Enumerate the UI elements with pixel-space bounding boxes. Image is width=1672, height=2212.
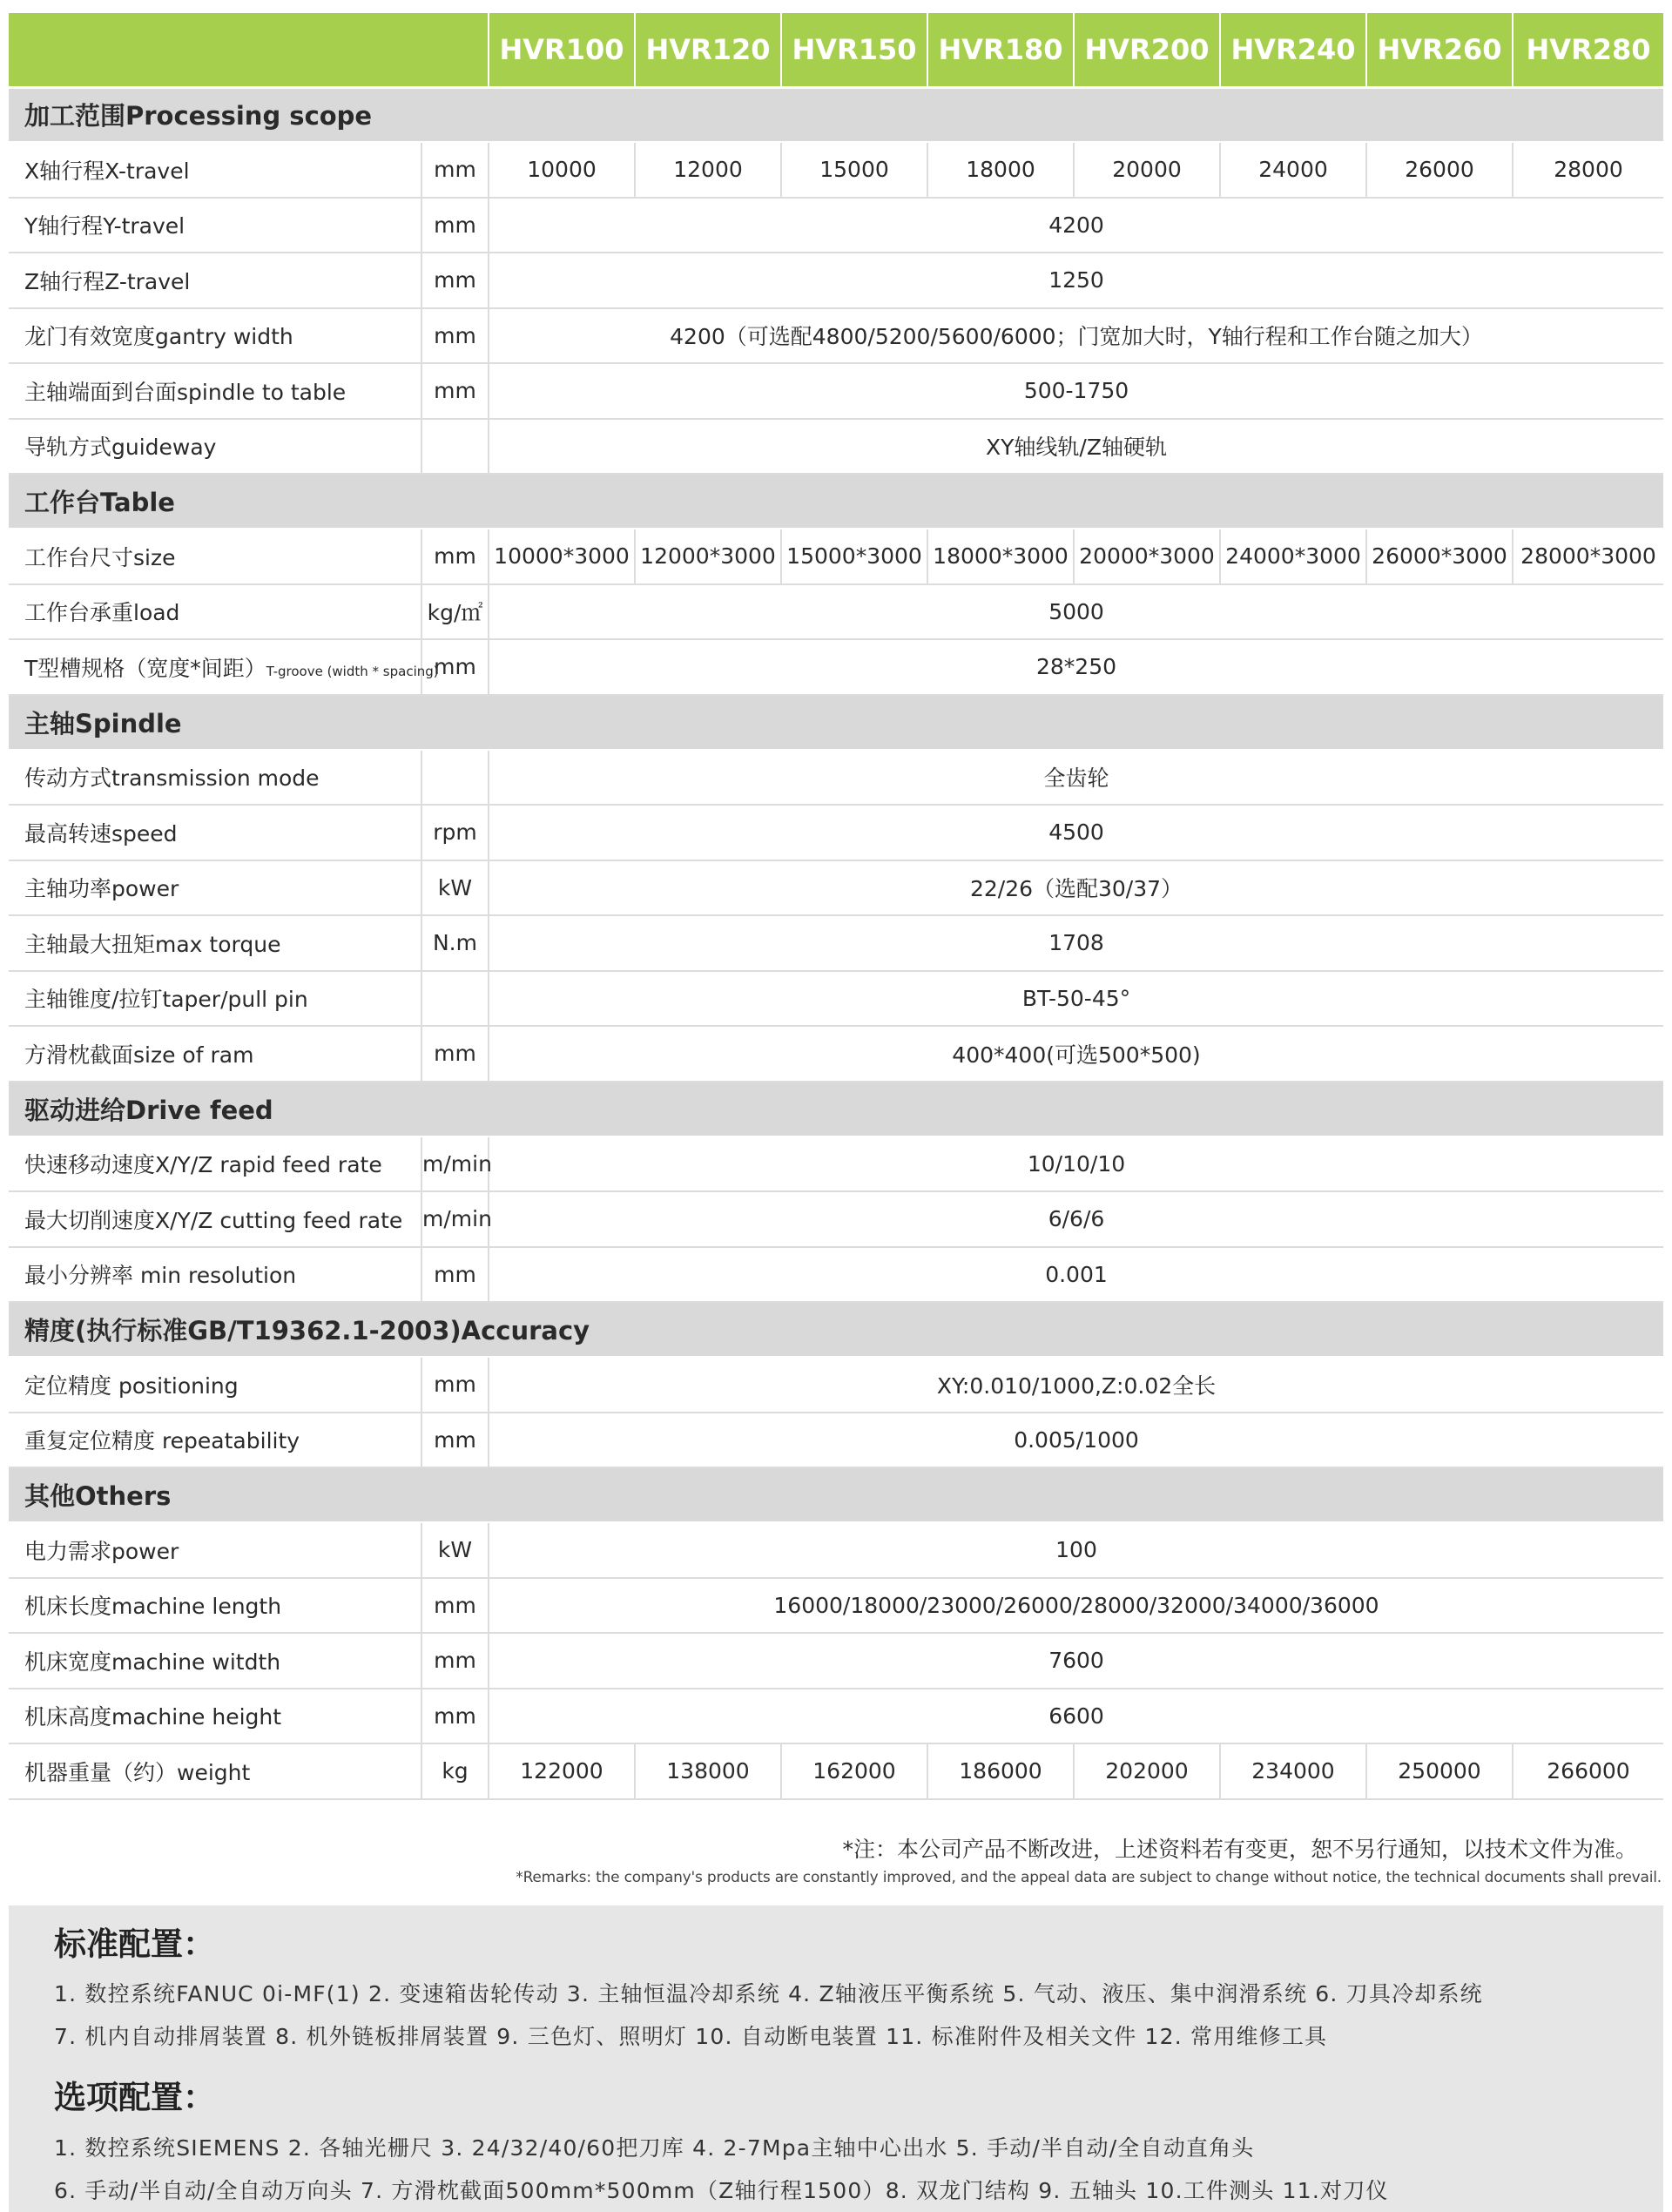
row-unit bbox=[421, 750, 489, 806]
row-label: 最大切削速度X/Y/Z cutting feed rate bbox=[9, 1191, 421, 1247]
row-value: 12000*3000 bbox=[635, 529, 781, 584]
model-header: HVR260 bbox=[1366, 13, 1513, 87]
row-machine-length bbox=[9, 1578, 1663, 1634]
section-others bbox=[9, 1467, 1663, 1522]
section-title: 驱动进给Drive feed bbox=[9, 1082, 1663, 1136]
row-spindle-to-table bbox=[9, 363, 1663, 419]
section-table bbox=[9, 474, 1663, 529]
row-value: 15000 bbox=[781, 142, 927, 198]
row-value: 24000*3000 bbox=[1220, 529, 1366, 584]
row-unit: mm bbox=[421, 1689, 489, 1744]
row-unit: mm bbox=[421, 1357, 489, 1413]
row-label: 导轨方式guideway bbox=[9, 419, 421, 475]
row-label: 传动方式transmission mode bbox=[9, 750, 421, 806]
row-value: 500-1750 bbox=[489, 363, 1663, 419]
model-header: HVR280 bbox=[1513, 13, 1663, 87]
row-torque bbox=[9, 915, 1663, 971]
row-value: 234000 bbox=[1220, 1743, 1366, 1799]
row-label: 机床长度machine length bbox=[9, 1578, 421, 1634]
optional-config-title: 选项配置： bbox=[54, 2079, 215, 2116]
row-unit: mm bbox=[421, 1633, 489, 1689]
row-tslot bbox=[9, 639, 1663, 695]
row-value: 100 bbox=[489, 1522, 1663, 1578]
row-value: 1250 bbox=[489, 253, 1663, 308]
row-ram bbox=[9, 1026, 1663, 1082]
row-unit: m/min bbox=[421, 1191, 489, 1247]
row-value: 5000 bbox=[489, 584, 1663, 640]
row-value: XY轴线轨/Z轴硬轨 bbox=[489, 419, 1663, 475]
row-label: X轴行程X-travel bbox=[9, 142, 421, 198]
section-title: 其他Others bbox=[9, 1467, 1663, 1522]
row-value: 10000 bbox=[489, 142, 635, 198]
row-unit: kW bbox=[421, 1522, 489, 1578]
row-label: 主轴锥度/拉钉taper/pull pin bbox=[9, 971, 421, 1027]
section-title: 工作台Table bbox=[9, 474, 1663, 529]
row-unit: mm bbox=[421, 639, 489, 695]
row-electric-power bbox=[9, 1522, 1663, 1578]
row-value: 28000 bbox=[1513, 142, 1663, 198]
section-title: 加工范围Processing scope bbox=[9, 87, 1663, 142]
row-unit: mm bbox=[421, 529, 489, 584]
row-unit: m/min bbox=[421, 1136, 489, 1192]
row-gantry-width bbox=[9, 308, 1663, 364]
row-label bbox=[9, 639, 439, 695]
row-value: 22/26（选配30/37） bbox=[489, 860, 1663, 916]
configuration-panel bbox=[9, 1905, 1663, 2212]
row-unit: mm bbox=[421, 198, 489, 253]
row-value: 28*250 bbox=[489, 639, 1663, 695]
row-value: 400*400(可选500*500) bbox=[489, 1026, 1663, 1082]
row-unit bbox=[421, 419, 489, 475]
row-unit: rpm bbox=[421, 805, 489, 860]
remark-english: *Remarks: the company's products are constantly improved, and the appeal data are subject to change without notice, the technical documents shall prevail. bbox=[516, 1869, 1662, 1886]
row-speed bbox=[9, 805, 1663, 860]
row-machine-height bbox=[9, 1689, 1663, 1744]
row-value: 20000 bbox=[1074, 142, 1220, 198]
row-label: 最小分辨率 min resolution bbox=[9, 1247, 421, 1303]
row-value: 18000 bbox=[927, 142, 1074, 198]
row-positioning bbox=[9, 1357, 1663, 1413]
model-header: HVR240 bbox=[1220, 13, 1366, 87]
row-value: 202000 bbox=[1074, 1743, 1220, 1799]
row-label: 机床宽度machine witdth bbox=[9, 1633, 421, 1689]
row-label: 主轴最大扭矩max torque bbox=[9, 915, 421, 971]
row-label: 电力需求power bbox=[9, 1522, 421, 1578]
model-header: HVR200 bbox=[1074, 13, 1220, 87]
row-label: 机床高度machine height bbox=[9, 1689, 421, 1744]
row-value: BT-50-45° bbox=[489, 971, 1663, 1027]
section-title: 主轴Spindle bbox=[9, 695, 1663, 750]
row-value: 4200（可选配4800/5200/5600/6000；门宽加大时，Y轴行程和工作台随之加大） bbox=[489, 308, 1663, 364]
standard-config-line: 7. 机内自动排屑装置 8. 机外链板排屑装置 9. 三色灯、照明灯 10. 自动断电装置 11. 标准附件及相关文件 12. 常用维修工具 bbox=[54, 2024, 1328, 2049]
row-value: 全齿轮 bbox=[489, 750, 1663, 806]
row-value: 20000*3000 bbox=[1074, 529, 1220, 584]
row-cutting-feed bbox=[9, 1191, 1663, 1247]
section-drive bbox=[9, 1082, 1663, 1136]
row-value: 16000/18000/23000/26000/28000/32000/34000/36000 bbox=[489, 1578, 1663, 1634]
row-label: 重复定位精度 repeatability bbox=[9, 1413, 421, 1468]
row-value: 162000 bbox=[781, 1743, 927, 1799]
row-value: 6/6/6 bbox=[489, 1191, 1663, 1247]
row-table-load bbox=[9, 584, 1663, 640]
row-z-travel bbox=[9, 253, 1663, 308]
section-processing bbox=[9, 87, 1663, 142]
row-unit: kg/㎡ bbox=[421, 584, 489, 640]
row-value: 18000*3000 bbox=[927, 529, 1074, 584]
row-label: 工作台承重load bbox=[9, 584, 421, 640]
row-label: 工作台尺寸size bbox=[9, 529, 421, 584]
row-unit: mm bbox=[421, 363, 489, 419]
row-rapid-feed bbox=[9, 1136, 1663, 1192]
row-value: 4200 bbox=[489, 198, 1663, 253]
row-label-sub: T-groove (width * spacing) bbox=[266, 663, 439, 679]
row-value: 0.001 bbox=[489, 1247, 1663, 1303]
row-unit: mm bbox=[421, 1578, 489, 1634]
row-value: 1708 bbox=[489, 915, 1663, 971]
row-power bbox=[9, 860, 1663, 916]
row-value: 10/10/10 bbox=[489, 1136, 1663, 1192]
section-spindle bbox=[9, 695, 1663, 750]
row-repeatability bbox=[9, 1413, 1663, 1468]
spec-table bbox=[9, 13, 1663, 1800]
row-value: 26000 bbox=[1366, 142, 1513, 198]
row-unit bbox=[421, 971, 489, 1027]
row-value: 250000 bbox=[1366, 1743, 1513, 1799]
row-unit: mm bbox=[421, 142, 489, 198]
row-label: 最高转速speed bbox=[9, 805, 421, 860]
row-label: Z轴行程Z-travel bbox=[9, 253, 421, 308]
row-value: XY:0.010/1000,Z:0.02全长 bbox=[489, 1357, 1663, 1413]
row-taper bbox=[9, 971, 1663, 1027]
standard-config-line: 1. 数控系统FANUC 0i-MF(1) 2. 变速箱齿轮传动 3. 主轴恒温冷却系统 4. Z轴液压平衡系统 5. 气动、液压、集中润滑系统 6. 刀具冷却系统 bbox=[54, 1981, 1483, 2006]
row-unit: mm bbox=[421, 1026, 489, 1082]
row-value: 122000 bbox=[489, 1743, 635, 1799]
row-label: 机器重量（约）weight bbox=[9, 1743, 421, 1799]
model-header: HVR120 bbox=[635, 13, 781, 87]
row-guideway bbox=[9, 419, 1663, 475]
row-label: 快速移动速度X/Y/Z rapid feed rate bbox=[9, 1136, 421, 1192]
row-unit: mm bbox=[421, 253, 489, 308]
section-accuracy bbox=[9, 1302, 1663, 1357]
row-unit: kW bbox=[421, 860, 489, 916]
row-value: 24000 bbox=[1220, 142, 1366, 198]
row-value: 266000 bbox=[1513, 1743, 1663, 1799]
row-label-main: T型槽规格（宽度*间距） bbox=[24, 655, 266, 681]
row-value: 4500 bbox=[489, 805, 1663, 860]
row-value: 0.005/1000 bbox=[489, 1413, 1663, 1468]
row-transmission bbox=[9, 750, 1663, 806]
header-row bbox=[9, 13, 1663, 87]
optional-config-line: 6. 手动/半自动/全自动万向头 7. 方滑枕截面500mm*500mm（Z轴行程1500）8. 双龙门结构 9. 五轴头 10.工件测头 11.对刀仪 bbox=[54, 2178, 1389, 2203]
row-value: 7600 bbox=[489, 1633, 1663, 1689]
row-value: 12000 bbox=[635, 142, 781, 198]
row-weight bbox=[9, 1743, 1663, 1799]
header-blank bbox=[9, 13, 421, 87]
row-label: 主轴端面到台面spindle to table bbox=[9, 363, 421, 419]
row-machine-width bbox=[9, 1633, 1663, 1689]
header-blank-unit bbox=[421, 13, 489, 87]
section-title: 精度(执行标准GB/T19362.1-2003)Accuracy bbox=[9, 1302, 1663, 1357]
standard-config-title: 标准配置： bbox=[54, 1925, 215, 1963]
row-x-travel bbox=[9, 142, 1663, 198]
row-unit: N.m bbox=[421, 915, 489, 971]
row-label: 主轴功率power bbox=[9, 860, 421, 916]
row-value: 28000*3000 bbox=[1513, 529, 1663, 584]
model-header: HVR180 bbox=[927, 13, 1074, 87]
row-label: 定位精度 positioning bbox=[9, 1357, 421, 1413]
row-label: 方滑枕截面size of ram bbox=[9, 1026, 421, 1082]
row-value: 6600 bbox=[489, 1689, 1663, 1744]
remark-chinese: *注：本公司产品不断改进，上述资料若有变更，恕不另行通知，以技术文件为准。 bbox=[842, 1837, 1637, 1862]
row-unit: mm bbox=[421, 1247, 489, 1303]
optional-config-line: 1. 数控系统SIEMENS 2. 各轴光栅尺 3. 24/32/40/60把刀库 4. 2-7Mpa主轴中心出水 5. 手动/半自动/全自动直角头 bbox=[54, 2135, 1255, 2161]
model-header: HVR150 bbox=[781, 13, 927, 87]
row-table-size bbox=[9, 529, 1663, 584]
row-value: 10000*3000 bbox=[489, 529, 635, 584]
row-value: 138000 bbox=[635, 1743, 781, 1799]
model-header: HVR100 bbox=[489, 13, 635, 87]
row-value: 26000*3000 bbox=[1366, 529, 1513, 584]
row-value: 15000*3000 bbox=[781, 529, 927, 584]
row-label: 龙门有效宽度gantry width bbox=[9, 308, 421, 364]
row-unit: kg bbox=[421, 1743, 489, 1799]
row-y-travel bbox=[9, 198, 1663, 253]
row-value: 186000 bbox=[927, 1743, 1074, 1799]
row-unit: mm bbox=[421, 308, 489, 364]
row-resolution bbox=[9, 1247, 1663, 1303]
row-label: Y轴行程Y-travel bbox=[9, 198, 421, 253]
row-unit: mm bbox=[421, 1413, 489, 1468]
